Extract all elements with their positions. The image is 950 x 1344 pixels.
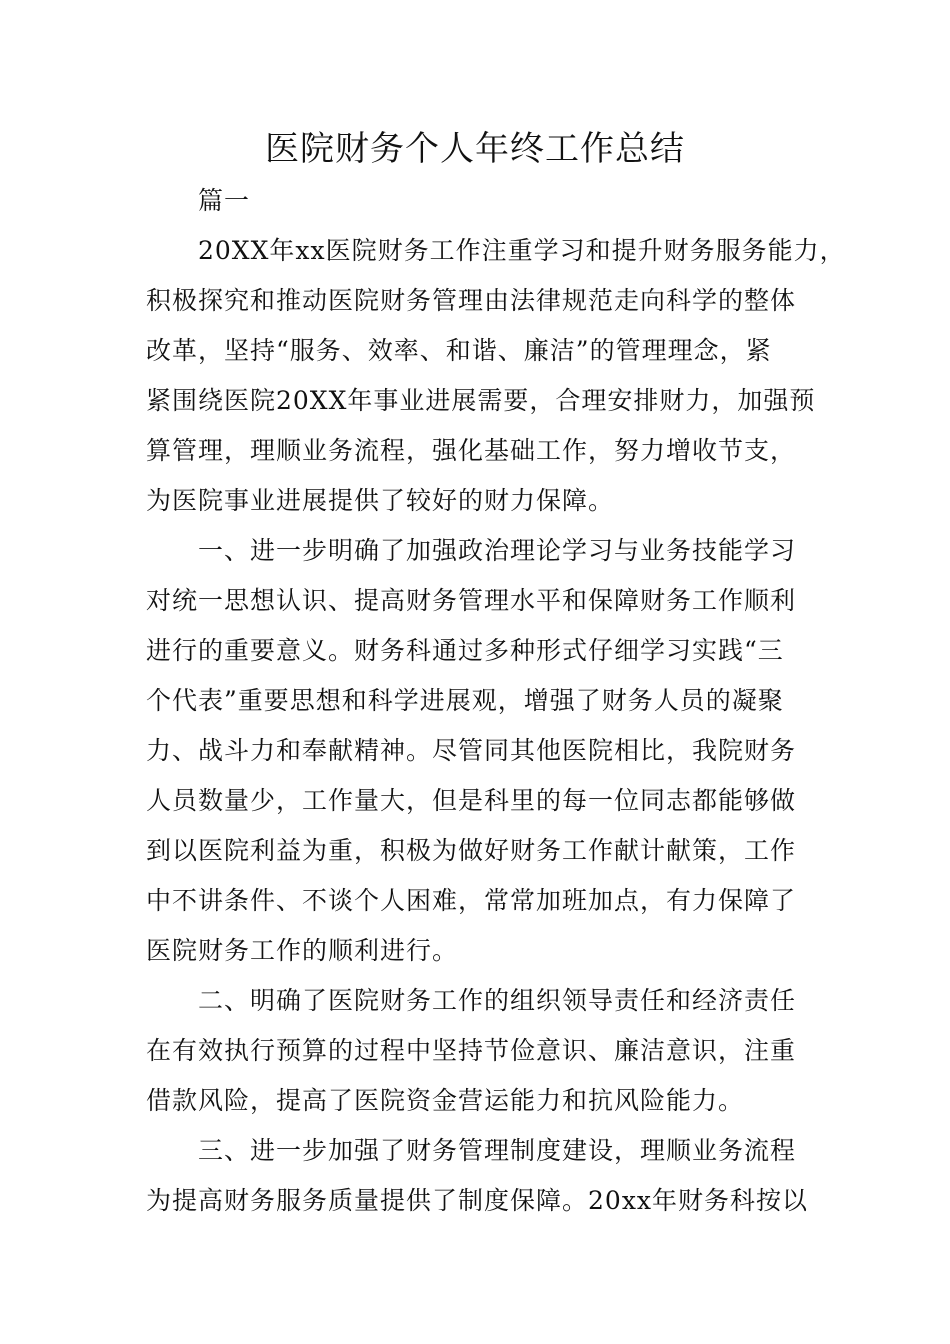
paragraph-line: 算管理，理顺业务流程，强化基础工作，努力增收节支， (146, 436, 797, 465)
paragraph-line: 医院财务工作的顺利进行。 (146, 936, 459, 965)
paragraph-line: 紧围绕医院20XX年事业进展需要，合理安排财力，加强预 (146, 386, 816, 415)
paragraph-line: 三、进一步加强了财务管理制度建设，理顺业务流程 (198, 1136, 797, 1165)
document-title: 医院财务个人年终工作总结 (265, 129, 685, 169)
paragraph-line: 为提高财务服务质量提供了制度保障。20xx年财务科按以 (146, 1186, 809, 1215)
paragraph-line: 积极探究和推动医院财务管理由法律规范走向科学的整体 (146, 286, 797, 315)
paragraph-line: 个代表”重要思想和科学进展观，增强了财务人员的凝聚 (146, 686, 784, 715)
paragraph-1 (146, 226, 846, 526)
paragraph-line: 20XX年xx医院财务工作注重学习和提升财务服务能力， (198, 236, 846, 265)
section-label: 篇一 (198, 186, 251, 215)
paragraph-line: 进行的重要意义。财务科通过多种形式仔细学习实践“三 (146, 636, 784, 665)
paragraph-line: 到以医院利益为重，积极为做好财务工作献计献策，工作 (146, 836, 797, 865)
paragraph-4 (146, 1126, 826, 1226)
paragraph-3 (146, 976, 826, 1126)
paragraph-line: 人员数量少，工作量大，但是科里的每一位同志都能够做 (146, 786, 797, 815)
paragraph-2 (146, 526, 826, 976)
paragraph-line: 对统一思想认识、提高财务管理水平和保障财务工作顺利 (146, 586, 797, 615)
paragraph-line: 一、进一步明确了加强政治理论学习与业务技能学习 (198, 536, 797, 565)
paragraph-line: 借款风险，提高了医院资金营运能力和抗风险能力。 (146, 1086, 745, 1115)
paragraph-line: 力、战斗力和奉献精神。尽管同其他医院相比，我院财务 (146, 736, 797, 765)
paragraph-line: 改革，坚持“服务、效率、和谐、廉洁”的管理理念，紧 (146, 336, 772, 365)
paragraph-line: 二、明确了医院财务工作的组织领导责任和经济责任 (198, 986, 797, 1015)
paragraph-line: 在有效执行预算的过程中坚持节俭意识、廉洁意识，注重 (146, 1036, 797, 1065)
paragraph-line: 中不讲条件、不谈个人困难，常常加班加点，有力保障了 (146, 886, 797, 915)
document-body (146, 176, 846, 1226)
paragraph-line: 为医院事业进展提供了较好的财力保障。 (146, 486, 615, 515)
